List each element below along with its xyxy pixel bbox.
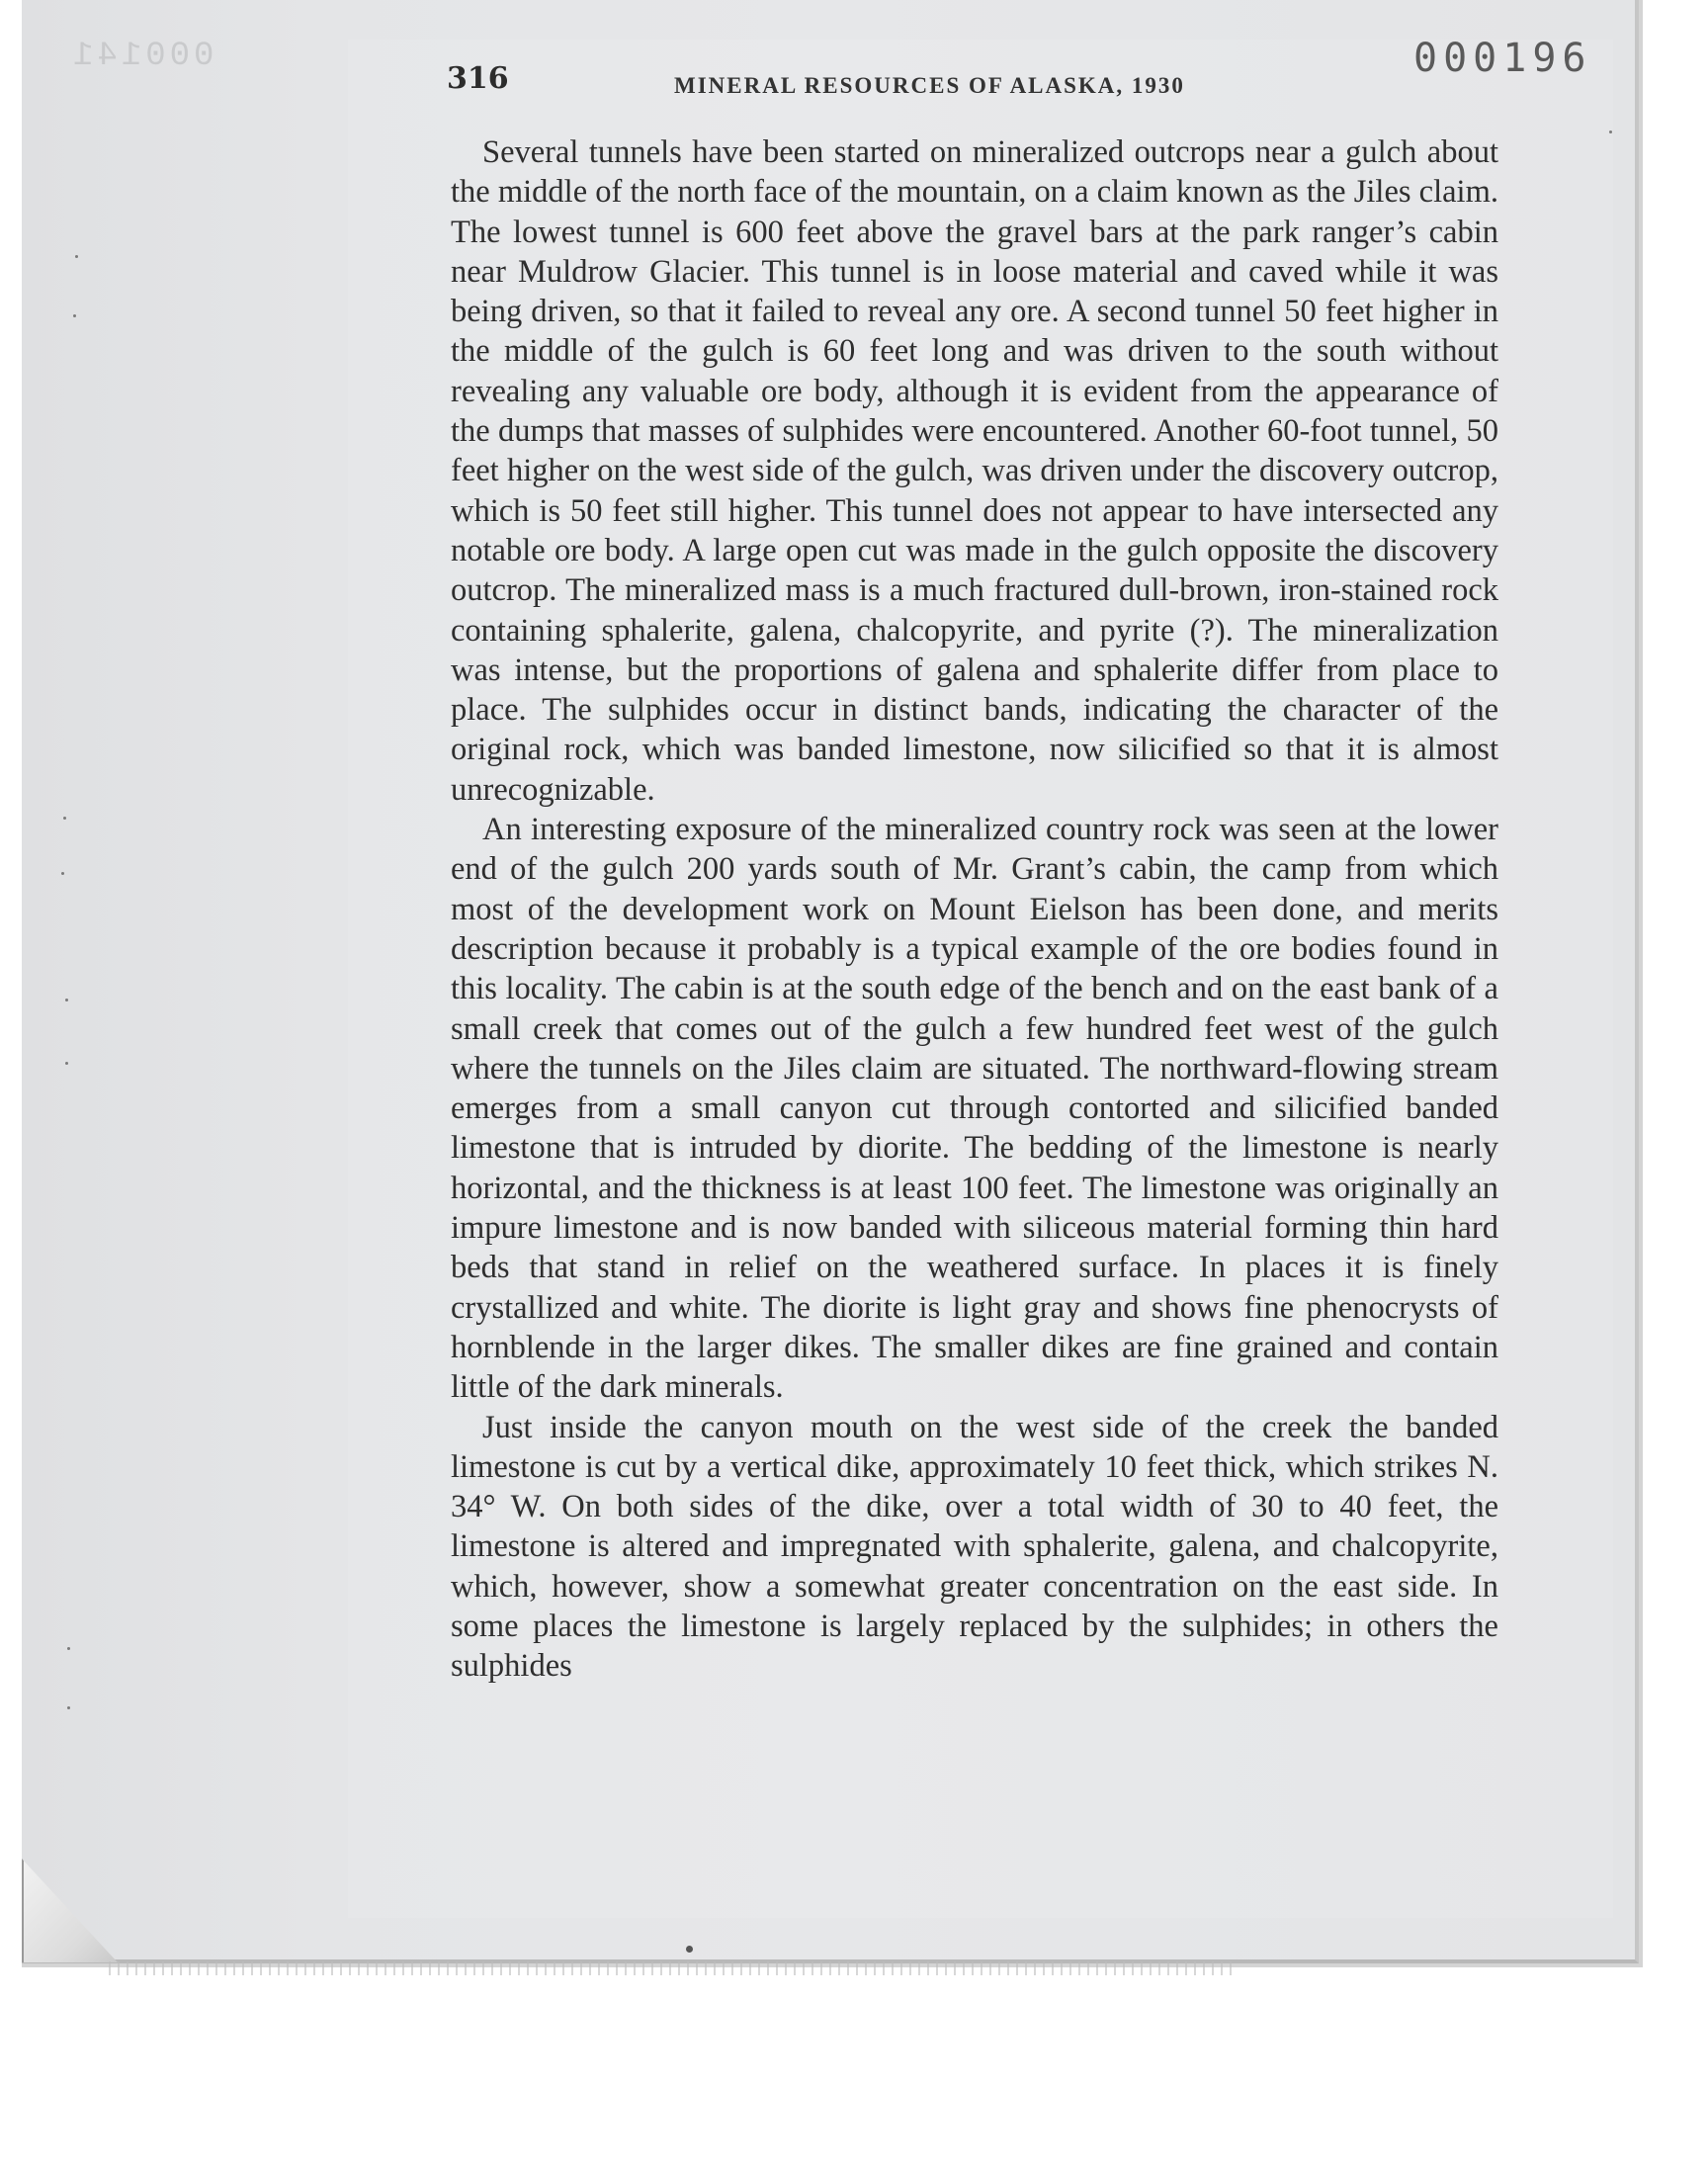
scan-speck xyxy=(67,1706,70,1709)
paragraph: Just inside the canyon mouth on the west side of the creek the banded limestone is cut by a vertical dike, approximately 10 feet thick, which strikes N. 34° W. On both sides of the dike, over a total width of 30 to 40 feet, the limestone is altered and impregnated with sphalerite, galena, and chalcopyrite, which, however, show a somewhat greater concentration on the east side. In some places the limestone is largely replaced by the sulphides; in others the sulphides xyxy=(451,1409,1498,1685)
scan-speck xyxy=(61,872,64,875)
body-text xyxy=(451,132,1498,1687)
paragraph: Several tunnels have been started on mineralized outcrops near a gulch about the middle of the north face of the mountain, on a claim known as the Jiles claim. The lowest tunnel is 600 feet above the gravel bars at the park ranger’s cabin near Muldrow Glacier. This tunnel is in loose material and caved while it was being driven, so that it failed to reveal any ore. A second tunnel 50 feet higher in the middle of the gulch is 60 feet long and was driven to the south without revealing any valuable ore body, although it is evident from the appearance of the dumps that masses of sulphides were encountered. Another 60-foot tunnel, 50 feet higher on the west side of the gulch, was driven under the discovery outcrop, which is 50 feet still higher. This tunnel does not appear to have intersected any notable ore body. A large open cut was made in the gulch opposite the discovery outcrop. The mineralized mass is a much fractured dull-brown, iron-stained rock containing sphalerite, galena, chalcopyrite, and pyrite (?). The mineralization was intense, but the proportions of galena and sphalerite differ from place to place. The sulphides occur in distinct bands, indicating the character of the original rock, which was banded limestone, now silicified so that it is almost unrecognizable. xyxy=(451,134,1498,808)
scan-speck xyxy=(63,817,66,820)
bleed-through-number: 000141 xyxy=(69,38,214,75)
paragraph: An interesting exposure of the mineralized country rock was seen at the lower end of the gulch 200 yards south of Mr. Grant’s cabin, the camp from which most of the development work on Mount Eielson has been done, and merits description because it probably is a typical example of the ore bodies found in this locality. The cabin is at the south edge of the bench and on the east bank of a small creek that comes out of the gulch a few hundred feet west of the gulch where the tunnels on the Jiles claim are situated. The northward-flowing stream emerges from a small canyon cut through contorted and silicified banded limestone that is intruded by diorite. The bedding of the limestone is nearly horizontal, and the thickness is at least 100 feet. The limestone was originally an impure limestone and is now banded with siliceous material forming thin hard beds that stand in relief on the weathered surface. In places it is finely crystallized and white. The diorite is light gray and shows fine phenocrysts of hornblende in the larger dikes. The smaller dikes are fine grained and contain little of the dark minerals. xyxy=(451,812,1498,1406)
page-number: 316 xyxy=(447,61,509,96)
scan-speck xyxy=(1609,130,1612,133)
running-title: MINERAL RESOURCES OF ALASKA, 1930 xyxy=(674,73,1185,98)
running-head xyxy=(447,61,1494,105)
scan-speck xyxy=(65,999,68,1001)
page-edge-marks xyxy=(109,1961,1236,1975)
scan-speck xyxy=(73,314,76,317)
scan-speck xyxy=(75,255,78,258)
scan-speck xyxy=(65,1062,68,1065)
scan-dot xyxy=(686,1946,693,1953)
scan-speck xyxy=(67,1647,70,1650)
document-stamp-number: 000196 xyxy=(1413,36,1592,81)
